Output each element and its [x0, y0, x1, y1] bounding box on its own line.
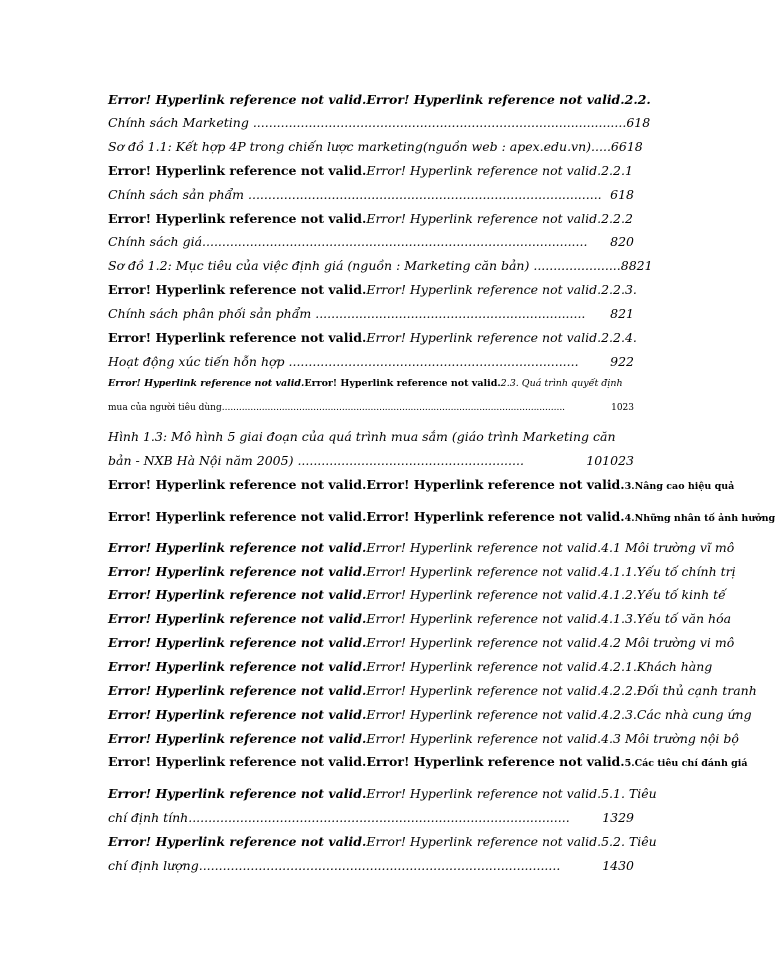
toc-number: 4.1.1.Yếu tố chính trị: [601, 564, 736, 579]
error-text: Error! Hyperlink reference not valid.: [366, 683, 602, 698]
figure-title: Sơ đồ 1.1: Kết hợp 4P trong chiến lược marketing(nguồn web : apex.edu.vn): [108, 139, 592, 154]
toc-page: 618: [610, 187, 634, 202]
toc-leader: ........................................................................................................................: [221, 403, 566, 413]
error-text: Error! Hyperlink reference not valid.: [108, 587, 367, 602]
toc-number: 4.2.3.Các nhà cung ứng: [601, 707, 752, 722]
toc-entry-4-1-1[interactable]: [108, 562, 736, 582]
toc-entry-4[interactable]: [108, 507, 775, 529]
toc-entry-2-2-4-line2[interactable]: [108, 352, 634, 372]
toc-leader: ......................: [533, 258, 621, 273]
error-text: Error! Hyperlink reference not valid.: [366, 163, 602, 178]
error-text: Error! Hyperlink reference not valid.: [366, 635, 602, 650]
toc-number: 2.3. Quá trình quyết định: [500, 378, 623, 389]
toc-number: 4.1.3.Yếu tố văn hóa: [601, 611, 732, 626]
toc-page: 1329: [602, 810, 634, 825]
toc-title: chí định tính: [108, 810, 189, 825]
toc-number: 5.2. Tiêu: [601, 834, 657, 849]
toc-entry-3[interactable]: [108, 475, 734, 497]
toc-leader: ................................................................................................: [188, 810, 570, 825]
toc-entry-4-2-1[interactable]: [108, 657, 712, 677]
toc-page: 8821: [620, 258, 653, 273]
toc-title: mua của người tiêu dùng: [108, 403, 222, 413]
error-text: Error! Hyperlink reference not valid.: [366, 330, 602, 345]
error-text: Error! Hyperlink reference not valid.: [108, 509, 367, 524]
toc-number: 4.1.2.Yếu tố kinh tế: [601, 587, 726, 602]
error-text: Error! Hyperlink reference not valid.: [366, 282, 602, 297]
toc-entry-2-3-line1[interactable]: [108, 374, 623, 394]
toc-leader: .........................................................................................: [248, 187, 602, 202]
toc-entry-2-2-3-line1[interactable]: [108, 280, 637, 300]
toc-entry-2-2-line1[interactable]: [108, 90, 651, 110]
error-text: Error! Hyperlink reference not valid.: [366, 211, 602, 226]
toc-entry-2-2-3-line2[interactable]: [108, 304, 634, 324]
error-text: Error! Hyperlink reference not valid.: [108, 477, 367, 492]
error-text: Error! Hyperlink reference not valid.: [366, 786, 602, 801]
toc-entry-2-2-4-line1[interactable]: [108, 328, 637, 348]
error-text: Error! Hyperlink reference not valid.: [108, 683, 367, 698]
toc-number: 2.2.: [624, 92, 651, 107]
toc-number: 4.Những nhân tố ảnh hưởng: [624, 513, 775, 524]
error-text: Error! Hyperlink reference not valid.: [108, 786, 367, 801]
toc-entry-5-2-line2[interactable]: [108, 856, 634, 876]
error-text: Error! Hyperlink reference not valid.: [108, 282, 367, 297]
toc-entry-4-1-2[interactable]: [108, 585, 726, 605]
error-text: Error! Hyperlink reference not valid.: [366, 707, 602, 722]
error-text: Error! Hyperlink reference not valid.: [108, 731, 367, 746]
toc-page: 1430: [602, 858, 634, 873]
toc-entry-5[interactable]: [108, 752, 748, 774]
toc-page: 922: [610, 354, 634, 369]
error-text: Error! Hyperlink reference not valid.: [366, 659, 602, 674]
error-text: Error! Hyperlink reference not valid.: [108, 211, 367, 226]
toc-number: 4.2.1.Khách hàng: [601, 659, 713, 674]
toc-number: 4.2 Môi trường vi mô: [601, 635, 735, 650]
toc-entry-4-1[interactable]: [108, 538, 734, 558]
figure-entry-1-2[interactable]: [108, 256, 653, 276]
error-text: Error! Hyperlink reference not valid.: [108, 754, 367, 769]
error-text: Error! Hyperlink reference not valid.: [304, 378, 501, 389]
error-text: Error! Hyperlink reference not valid.: [108, 635, 367, 650]
figure-entry-1-3-line2[interactable]: [108, 451, 634, 471]
toc-entry-2-3-line2[interactable]: [108, 398, 634, 418]
figure-entry-1-3-line1[interactable]: [108, 427, 616, 447]
toc-page: 821: [610, 306, 634, 321]
figure-entry-1-1[interactable]: [108, 137, 643, 157]
error-text: Error! Hyperlink reference not valid.: [108, 330, 367, 345]
error-text: Error! Hyperlink reference not valid.: [108, 611, 367, 626]
toc-number: 5.1. Tiêu: [601, 786, 657, 801]
error-text: Error! Hyperlink reference not valid.: [108, 564, 367, 579]
error-text: Error! Hyperlink reference not valid.: [366, 509, 625, 524]
error-text: Error! Hyperlink reference not valid.: [108, 659, 367, 674]
error-text: Error! Hyperlink reference not valid.: [366, 611, 602, 626]
error-text: Error! Hyperlink reference not valid.: [366, 587, 602, 602]
toc-number: 4.1 Môi trường vĩ mô: [601, 540, 735, 555]
error-text: Error! Hyperlink reference not valid.: [108, 540, 367, 555]
toc-entry-5-2-line1[interactable]: [108, 832, 657, 852]
figure-title: Hình 1.3: Mô hình 5 giai đoạn của quá trình mua sắm (giáo trình Marketing căn: [108, 429, 616, 444]
error-text: Error! Hyperlink reference not valid.: [366, 564, 602, 579]
error-text: Error! Hyperlink reference not valid.: [108, 707, 367, 722]
toc-page: 101023: [586, 453, 634, 468]
toc-entry-4-3[interactable]: [108, 729, 739, 749]
toc-leader: .........................................................: [297, 453, 524, 468]
toc-number: 3.Nâng cao hiệu quả: [624, 481, 735, 492]
toc-leader: ..............................................................................................: [252, 115, 627, 130]
toc-number: 2.2.4.: [601, 330, 637, 345]
toc-entry-4-2[interactable]: [108, 633, 734, 653]
toc-title: Chính sách Marketing: [108, 115, 253, 130]
error-text: Error! Hyperlink reference not valid.: [366, 731, 602, 746]
toc-leader: .....: [591, 139, 611, 154]
toc-leader: .........................................................................: [288, 354, 579, 369]
toc-entry-2-2-1-line2[interactable]: [108, 185, 634, 205]
toc-number: 4.3 Môi trường nội bộ: [601, 731, 739, 746]
toc-title: Chính sách phân phối sản phẩm: [108, 306, 316, 321]
toc-entry-4-1-3[interactable]: [108, 609, 731, 629]
figure-title: Sơ đồ 1.2: Mục tiêu của việc định giá (nguồn : Marketing căn bản): [108, 258, 534, 273]
toc-page: 618: [626, 115, 651, 130]
error-text: Error! Hyperlink reference not valid.: [366, 754, 625, 769]
error-text: Error! Hyperlink reference not valid.: [108, 834, 367, 849]
toc-entry-4-2-2[interactable]: [108, 681, 757, 701]
toc-number: 2.2.2: [601, 211, 633, 226]
error-text: Error! Hyperlink reference not valid.: [366, 834, 602, 849]
toc-entry-2-2-line2[interactable]: [108, 113, 651, 133]
figure-title: bản - NXB Hà Nội năm 2005): [108, 453, 298, 468]
toc-title: Chính sách giá: [108, 234, 203, 249]
toc-number: 2.2.3.: [601, 282, 637, 297]
toc-page: 6618: [610, 139, 643, 154]
toc-title: Hoạt động xúc tiến hỗn hợp: [108, 354, 289, 369]
toc-entry-5-1-line1[interactable]: [108, 784, 657, 804]
toc-page: 1023: [611, 403, 634, 413]
toc-leader: ...........................................................................................: [198, 858, 561, 873]
toc-title: chí định lượng: [108, 858, 199, 873]
toc-number: 5.Các tiêu chí đánh giá: [624, 758, 748, 769]
error-text: Error! Hyperlink reference not valid.: [108, 92, 367, 107]
toc-entry-2-2-2-line1[interactable]: [108, 209, 633, 229]
toc-entry-2-2-1-line1[interactable]: [108, 161, 633, 181]
toc-title: Chính sách sản phẩm: [108, 187, 249, 202]
error-text: Error! Hyperlink reference not valid.: [366, 540, 602, 555]
error-text: Error! Hyperlink reference not valid.: [366, 477, 625, 492]
toc-page: 820: [610, 234, 634, 249]
toc-entry-5-1-line2[interactable]: [108, 808, 634, 828]
error-text: Error! Hyperlink reference not valid.: [366, 92, 625, 107]
error-text: Error! Hyperlink reference not valid.: [108, 163, 367, 178]
toc-leader: .................................................................................................: [202, 234, 588, 249]
toc-number: 2.2.1: [601, 163, 633, 178]
toc-number: 4.2.2.Đối thủ cạnh tranh: [601, 683, 757, 698]
toc-leader: ....................................................................: [315, 306, 586, 321]
toc-entry-2-2-2-line2[interactable]: [108, 232, 634, 252]
toc-entry-4-2-3[interactable]: [108, 705, 752, 725]
error-text: Error! Hyperlink reference not valid.: [108, 378, 305, 389]
